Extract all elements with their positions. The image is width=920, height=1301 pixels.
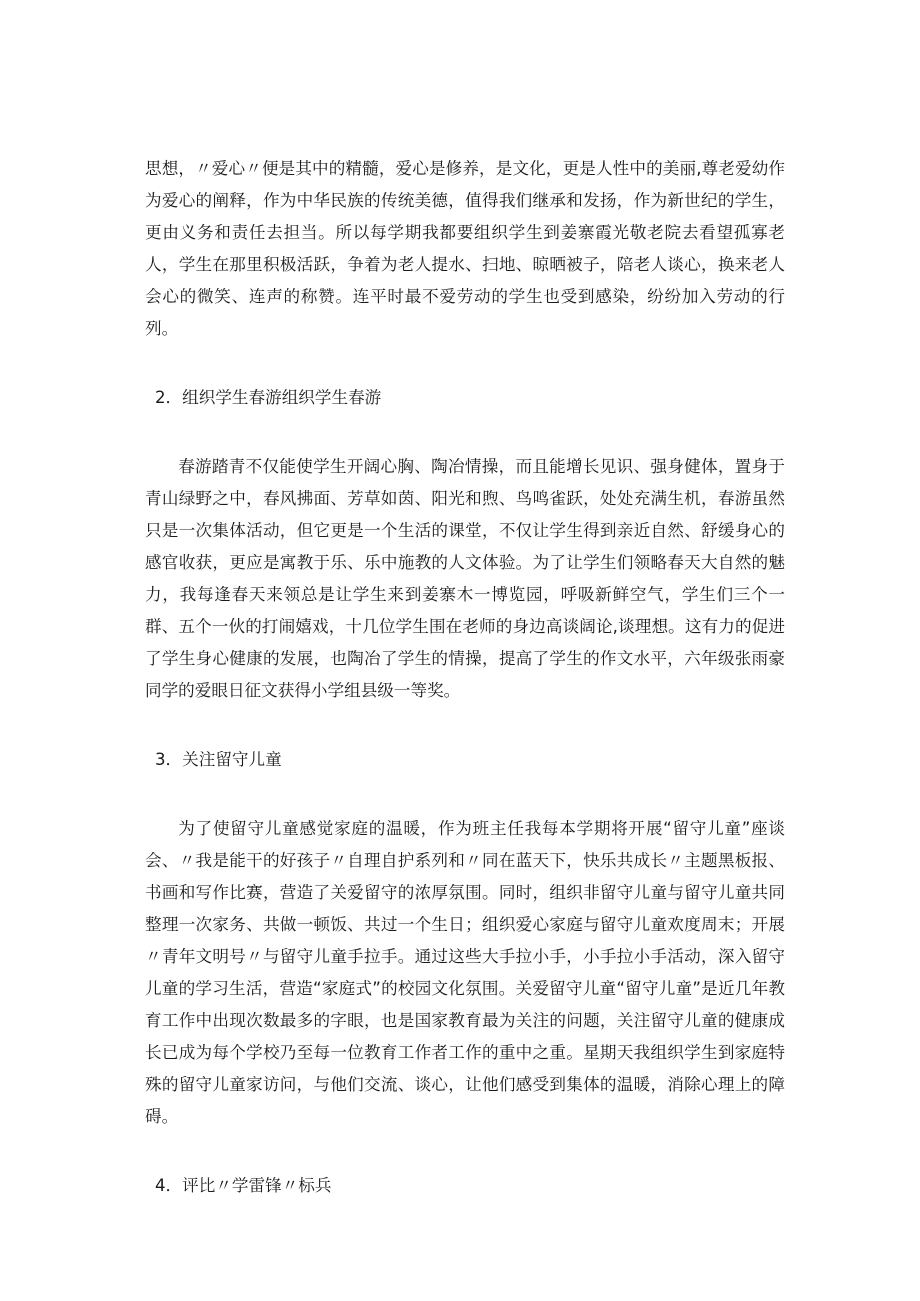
paragraph-gap <box>145 776 785 813</box>
paragraph-left-behind-children: 为了使留守儿童感觉家庭的温暖，作为班主任我每本学期将开展“留守儿童”座谈会、〃我是能干的好孩子〃自理自护系列和〃同在蓝天下，快乐共成长〃主题黑板报、书画和写作比赛，营造了关爱留守的浓厚氛围。同时，组织非留守儿童与留守儿童共同整理一次家务、共做一顿饭、共过一个生日；组织爱心家庭与留守儿童欢度周末；开展〃青年文明号〃与留守儿童手拉手。通过这些大手拉小手，小手拉小手活动，深入留守儿童的学习生活，营造“家庭式”的校园文化氛围。关爱留守儿童“留守儿童”是近几年教育工作中出现次数最多的字眼，也是国家教育最为关注的问题，关注留守儿童的健康成长已成为每个学校乃至每一位教育工作者工作的重中之重。星期天我组织学生到家庭特殊的留守儿童家访问，与他们交流、谈心，让他们感受到集体的温暖，消除心理上的障碍。 <box>145 819 785 1126</box>
paragraph-love-respect: 思想，〃爱心〃便是其中的精髓，爱心是修养，是文化，更是人性中的美丽,尊老爱幼作为爱心的阐释，作为中华民族的传统美德，值得我们继承和发扬，作为新世纪的学生，更由义务和责任去担当。所以每学期我都要组织学生到姜寨霞光敬老院去看望孤寡老人，学生在那里积极活跃，争着为老人提水、扫地、晾晒被子，陪老人谈心，换来老人会心的微笑、连声的称赞。连平时最不爱劳动的学生也受到感染，纷纷加入劳动的行列。 <box>145 159 785 338</box>
document-body <box>145 153 785 1202</box>
paragraph-gap <box>145 707 785 744</box>
section-heading-left-behind-children: 3．关注留守儿童 <box>155 750 282 769</box>
paragraph-gap <box>145 1133 785 1170</box>
paragraph-gap <box>145 345 785 382</box>
section-heading-lei-feng: 4．评比〃学雷锋〃标兵 <box>155 1176 332 1195</box>
section-heading-spring-outing: 2．组织学生春游组织学生春游 <box>155 388 382 407</box>
paragraph-gap <box>145 414 785 451</box>
paragraph-spring-outing: 春游踏青不仅能使学生开阔心胸、陶冶情操，而且能增长见识、强身健体，置身于青山绿野之中，春风拂面、芳草如茵、阳光和煦、鸟鸣雀跃，处处充满生机，春游虽然只是一次集体活动，但它更是一个生活的课堂，不仅让学生得到亲近自然、舒缓身心的感官收获，更应是寓教于乐、乐中施教的人文体验。为了让学生们领略春天大自然的魅力，我每逢春天来领总是让学生来到姜寨木一博览园，呼吸新鲜空气，学生们三个一群、五个一伙的打闹嬉戏，十几位学生围在老师的身边高谈阔论,谈理想。这有力的促进了学生身心健康的发展，也陶冶了学生的情操，提高了学生的作文水平，六年级张雨豪同学的爱眼日征文获得小学组县级一等奖。 <box>145 457 785 700</box>
